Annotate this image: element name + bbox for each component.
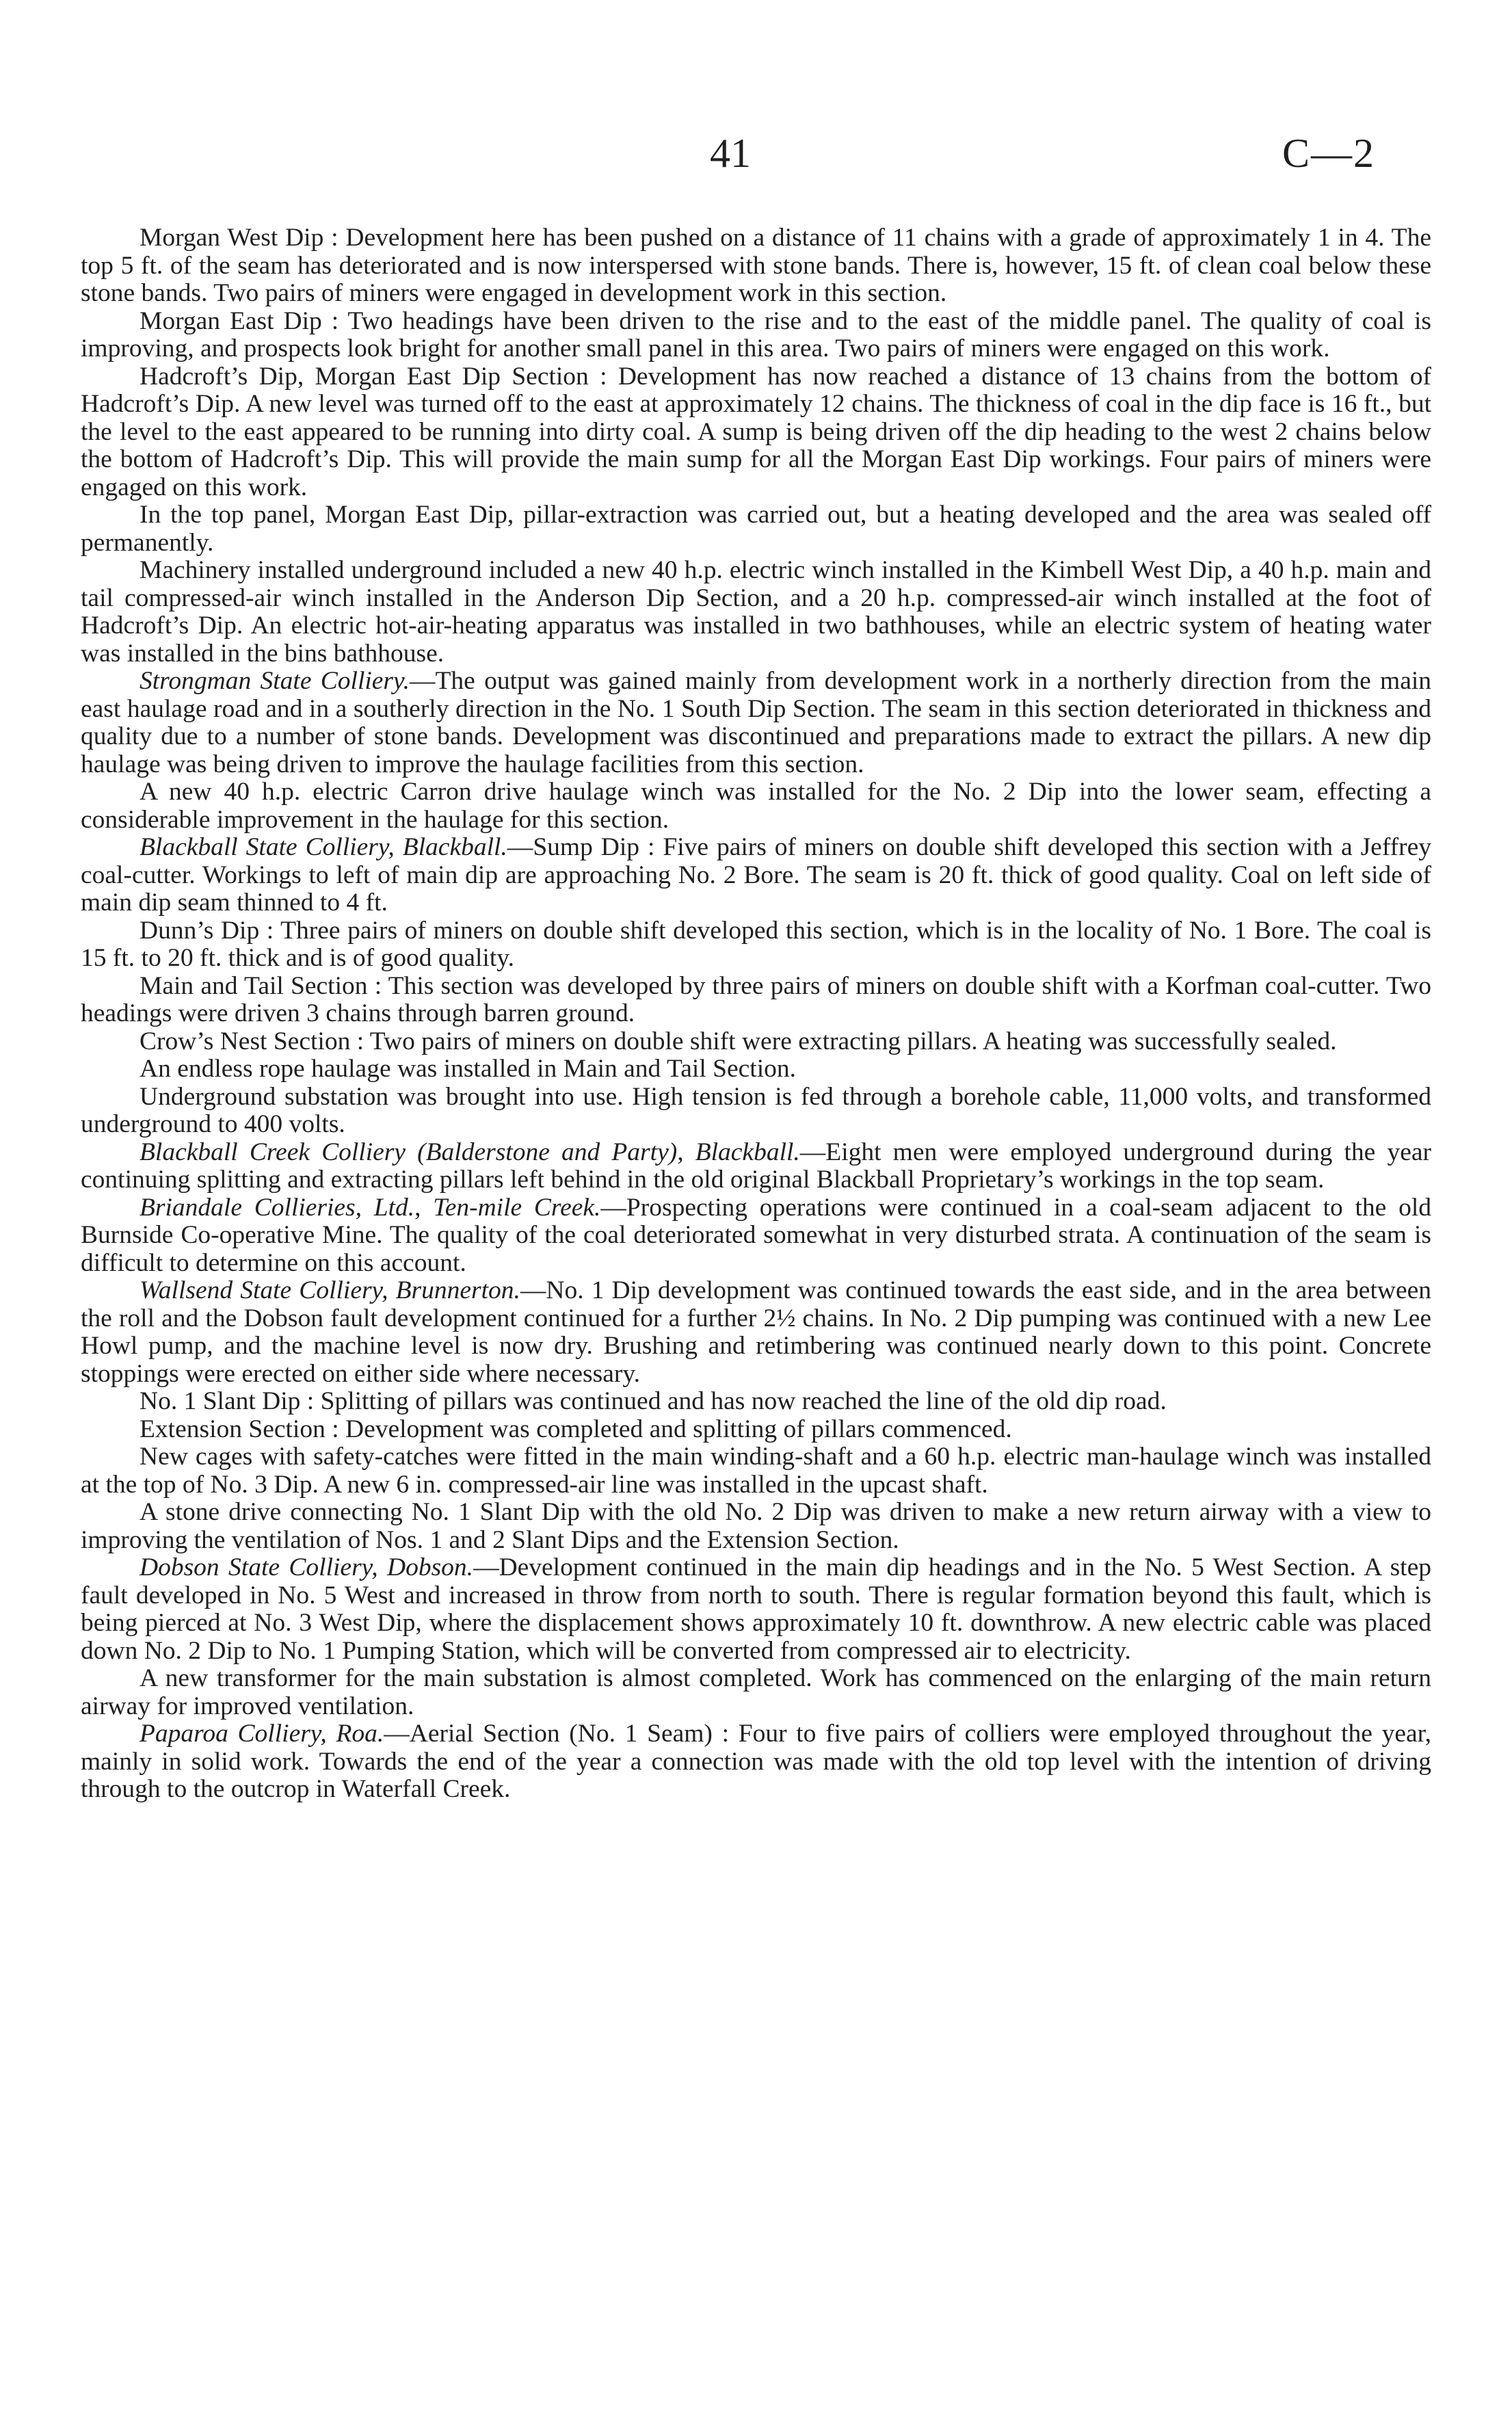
colliery-heading: Paparoa Colliery, Roa. [140, 1720, 384, 1748]
paragraph-paparoa-colliery: Paparoa Colliery, Roa.—Aerial Section (No. 1 Seam) : Four to five pairs of colliers were employed throughout the year, mainly in solid work. Towards the end of the year a connection was made with the old top level with the intention of driving through to the outcrop in Waterfall Creek. [81, 1720, 1431, 1803]
paragraph-crows-nest: Crow’s Nest Section : Two pairs of miners on double shift were extracting pillars. A heating was successfully sealed. [140, 1027, 1337, 1055]
paragraph-strongman-colliery: Strongman State Colliery.—The output was gained mainly from development work in a northerly direction from the main east haulage road and in a southerly direction in the No. 1 South Dip Section. The seam in this section deteriorated in thickness and quality due to a number of stone bands. Development was discontinued and preparations made to extract the pillars. A new dip haulage was being driven to improve the haulage facilities from this section. [81, 667, 1432, 778]
paragraph-top-panel: In the top panel, Morgan East Dip, pillar-extraction was carried out, but a heating developed and the area was sealed off permanently. [81, 501, 1431, 557]
paragraph-hadcrofts-dip: Hadcroft’s Dip, Morgan East Dip Section : Development has now reached a distance of 13 chains from the bottom of Hadcroft’s Dip. A new level was turned off to the east at approximately 12 chains. The thickness of coal in the dip face is 16 ft., but the level to the east appeared to be running into dirty coal. A sump is being driven off the dip heading to the west 2 chains below the bottom of Hadcroft’s Dip. This will provide the main sump for all the Morgan East Dip workings. Four pairs of miners were engaged on this work. [81, 362, 1431, 501]
colliery-heading: Briandale Collieries, Ltd. [140, 1193, 415, 1222]
paragraph-extension-section: Extension Section : Development was completed and splitting of pillars commenced. [140, 1415, 1012, 1443]
page-header [0, 130, 1512, 185]
paragraph-stone-drive: A stone drive connecting No. 1 Slant Dip with the old No. 2 Dip was driven to make a new return airway with a view to improving the ventilation of Nos. 1 and 2 Slant Dips and the Extension Section. [81, 1498, 1431, 1554]
paragraph-blackball-creek: Blackball Creek Colliery (Balderstone and Party), Blackball.—Eight men were employed underground during the year continuing splitting and extracting pillars left behind in the old original Blackball Proprietary’s workings in the top seam. [81, 1138, 1431, 1194]
colliery-heading: Blackball State Colliery, Blackball. [140, 833, 507, 861]
colliery-heading: Strongman State Colliery. [140, 667, 410, 695]
colliery-location: Ten-mile Creek. [433, 1193, 601, 1222]
paragraph-wallsend: Wallsend State Colliery, Brunnerton.—No. 1 Dip development was continued towards the east side, and in the area between the roll and the Dobson fault development continued for a further 2½ chains. In No. 2 Dip pumping was continued with a new Lee Howl pump, and the machine level is now dry. Brushing and retimbering was continued nearly down to this point. Concrete stoppings were erected on either side where necessary. [81, 1276, 1431, 1388]
paragraph-morgan-west-dip: Morgan West Dip : Development here has been pushed on a distance of 11 chains with a grade of approximately 1 in 4. The top 5 ft. of the seam has deteriorated and is now interspersed with stone bands. There is, however, 15 ft. of clean coal below these stone bands. Two pairs of miners were engaged in development work in this section. [81, 224, 1431, 307]
colliery-heading: Blackball Creek Colliery (Balderstone and Party), Blackball. [140, 1138, 800, 1166]
page-number: 41 [710, 131, 751, 176]
paragraph-dunns-dip: Dunn’s Dip : Three pairs of miners on double shift developed this section, which is in the locality of No. 1 Bore. The coal is 15 ft. to 20 ft. thick and is of good quality. [81, 916, 1431, 972]
paragraph-new-cages: New cages with safety-catches were fitted in the main winding-shaft and a 60 h.p. electric man-haulage winch was installed at the top of No. 3 Dip. A new 6 in. compressed-air line was installed in the upcast shaft. [81, 1443, 1431, 1499]
paragraph-main-tail-section: Main and Tail Section : This section was developed by three pairs of miners on double shift with a Korfman coal-cutter. Two headings were driven 3 chains through barren ground. [81, 971, 1431, 1027]
colliery-heading: Wallsend State Colliery, Brunnerton. [140, 1276, 520, 1304]
paragraph-blackball-colliery: Blackball State Colliery, Blackball.—Sump Dip : Five pairs of miners on double shift developed this section with a Jeffrey coal-cutter. Workings to left of main dip are approaching No. 2 Bore. The seam is 20 ft. thick of good quality. Coal on left side of main dip seam thinned to 4 ft. [81, 833, 1432, 917]
paragraph-slant-dip: No. 1 Slant Dip : Splitting of pillars was continued and has now reached the line of the old dip road. [140, 1387, 1167, 1415]
paragraph-rope-haulage: An endless rope haulage was installed in Main and Tail Section. [140, 1055, 797, 1083]
paragraph-machinery: Machinery installed underground included a new 40 h.p. electric winch installed in the Kimbell West Dip, a 40 h.p. main and tail compressed-air winch installed in the Anderson Dip Section, and a 20 h.p. compressed-air winch installed at the foot of Hadcroft’s Dip. An electric hot-air-heating apparatus was installed in two bathhouses, while an electric system of heating water was installed in the bins bathhouse. [81, 556, 1431, 668]
paragraph-carron-winch: A new 40 h.p. electric Carron drive haulage winch was installed for the No. 2 Dip into the lower seam, effecting a considerable improvement in the haulage for this section. [81, 778, 1431, 834]
paragraph-substation: Underground substation was brought into use. High tension is fed through a borehole cable, 11,000 volts, and transformed underground to 400 volts. [81, 1082, 1431, 1138]
colliery-heading: Dobson State Colliery, Dobson. [140, 1553, 474, 1581]
paragraph-dobson-colliery: Dobson State Colliery, Dobson.—Development continued in the main dip headings and in the No. 5 West Section. A step fault developed in No. 5 West and increased in throw from north to south. There is regular formation beyond this fault, which is being pierced at No. 3 West Dip, where the displacement shows approximately 10 ft. downthrow. A new electric cable was placed down No. 2 Dip to No. 1 Pumping Station, which will be converted from compressed air to electricity. [81, 1553, 1431, 1665]
paragraph-morgan-east-dip: Morgan East Dip : Two headings have been driven to the rise and to the east of the middle panel. The quality of coal is improving, and prospects look bright for another small panel in this area. Two pairs of miners were engaged on this work. [81, 306, 1431, 363]
series-code: C—2 [1282, 131, 1376, 176]
paragraph-transformer: A new transformer for the main substation is almost completed. Work has commenced on the enlarging of the main return airway for improved ventilation. [81, 1664, 1431, 1720]
paragraph-briandale: Briandale Collieries, Ltd., Ten-mile Creek.—Prospecting operations were continued in a coal-seam adjacent to the old Burnside Co-operative Mine. The quality of the coal deteriorated somewhat in very disturbed strata. A continuation of the seam is difficult to determine on this account. [81, 1193, 1431, 1277]
body-text [81, 224, 1431, 1804]
